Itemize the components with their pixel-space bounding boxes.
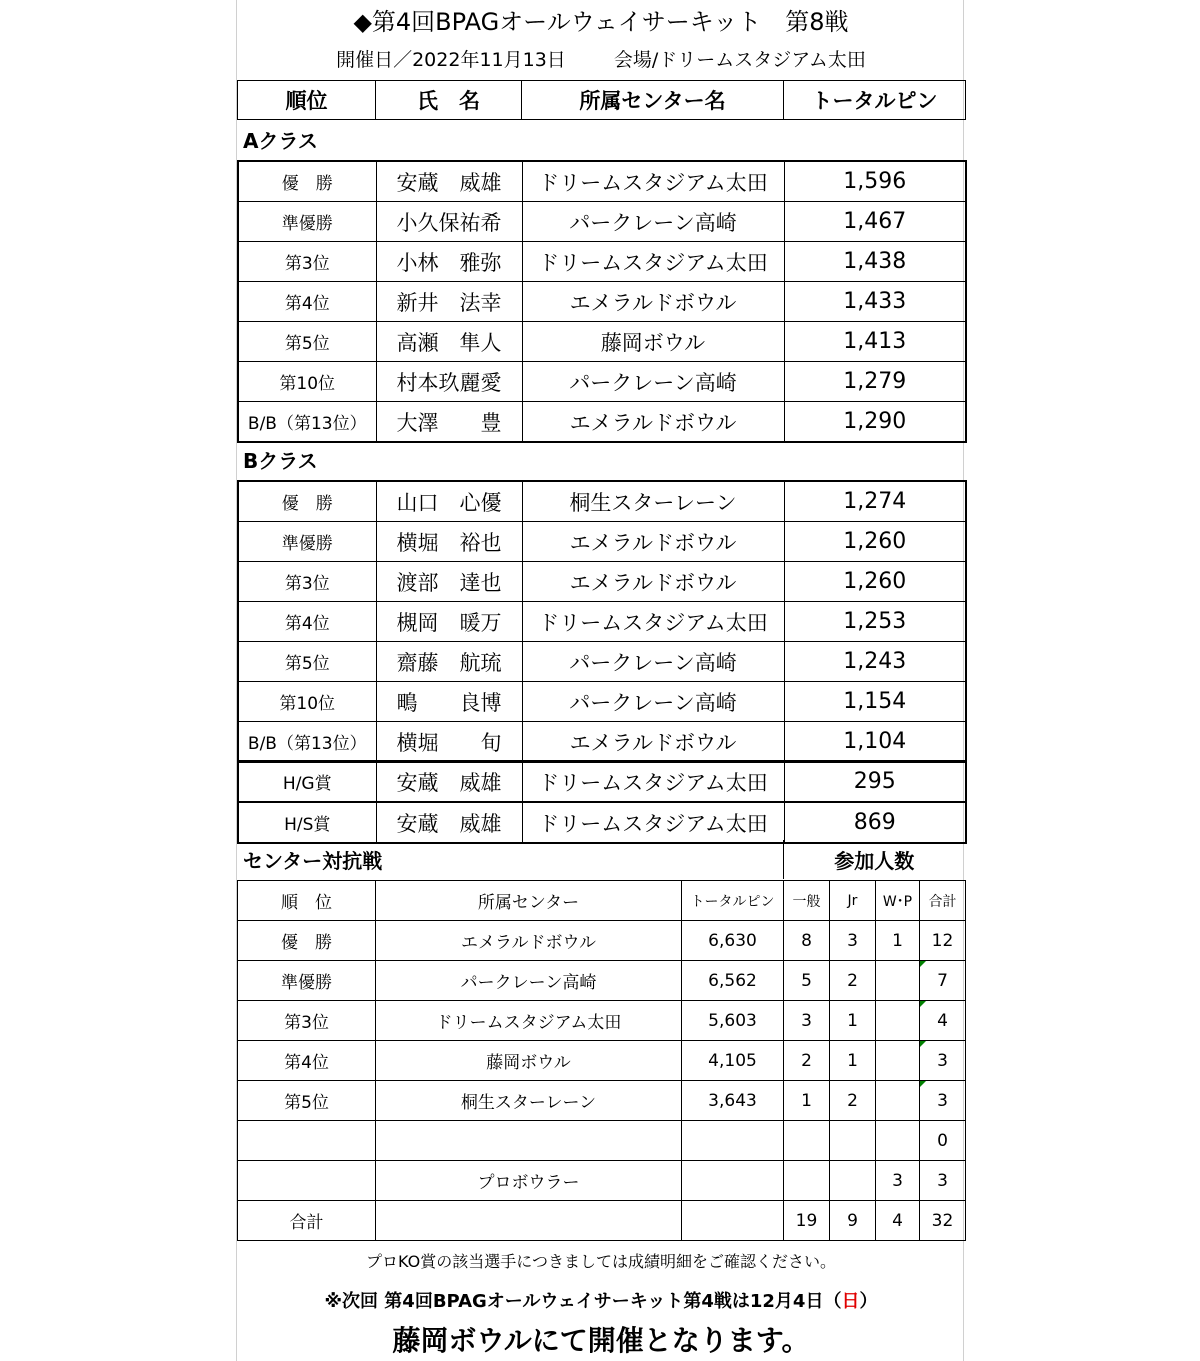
team-wp-cell: 3 <box>876 1161 920 1201</box>
rank-cell: 優 勝 <box>238 481 376 522</box>
team-pins-cell <box>682 1161 784 1201</box>
player-name: 村本玖麗愛 <box>376 362 522 402</box>
center-name: エメラルドボウル <box>522 402 784 443</box>
participants-label: 参加人数 <box>834 849 915 873</box>
center-name: ドリームスタジアム太田 <box>522 802 784 843</box>
team-total-cell: 7 <box>920 961 966 1001</box>
team-general-cell <box>784 1161 830 1201</box>
team-jr-cell: 2 <box>830 1081 876 1121</box>
center-name: エメラルドボウル <box>522 562 784 602</box>
team-wp-cell: 1 <box>876 921 920 961</box>
team-col-total: 合計 <box>920 881 966 921</box>
team-jr-cell <box>830 1161 876 1201</box>
team-general-cell <box>784 1121 830 1161</box>
team-pins-cell: 4,105 <box>682 1041 784 1081</box>
player-name: 齋藤 航琉 <box>376 642 522 682</box>
team-row <box>238 961 966 1001</box>
center-name: ドリームスタジアム太田 <box>522 761 784 802</box>
rank-cell: B/B（第13位） <box>238 722 376 763</box>
team-wp-cell <box>876 1041 920 1081</box>
center-name: パークレーン高崎 <box>522 202 784 242</box>
team-row <box>238 1121 966 1161</box>
total-pins: 1,467 <box>784 202 966 242</box>
total-pins: 295 <box>784 761 966 802</box>
team-jr-cell: 3 <box>830 921 876 961</box>
player-name: 高瀬 隼人 <box>376 322 522 362</box>
team-pins-cell <box>682 1121 784 1161</box>
team-center-cell: ドリームスタジアム太田 <box>376 1001 682 1041</box>
total-pins: 869 <box>784 802 966 843</box>
total-pins: 1,243 <box>784 642 966 682</box>
result-row <box>238 642 966 682</box>
center-name: エメラルドボウル <box>522 722 784 763</box>
col-rank: 順位 <box>238 81 376 120</box>
team-wp-cell <box>876 1121 920 1161</box>
team-general-cell: 5 <box>784 961 830 1001</box>
team-row <box>238 921 966 961</box>
result-row <box>238 202 966 242</box>
note-next-venue: 藤岡ボウルにて開催となります。 <box>392 1324 810 1357</box>
total-pins: 1,433 <box>784 282 966 322</box>
center-name: ドリームスタジアム太田 <box>522 602 784 642</box>
results-header <box>237 80 966 120</box>
team-jr-cell: 9 <box>830 1201 876 1241</box>
event-info <box>237 44 965 76</box>
team-center-cell: パークレーン高崎 <box>376 961 682 1001</box>
player-name: 渡部 達也 <box>376 562 522 602</box>
team-rank-cell: 優 勝 <box>238 921 376 961</box>
total-pins: 1,596 <box>784 161 966 202</box>
team-total-cell: 3 <box>920 1041 966 1081</box>
rank-cell: 第4位 <box>238 602 376 642</box>
total-pins: 1,154 <box>784 682 966 722</box>
player-name: 山口 心優 <box>376 481 522 522</box>
total-pins: 1,279 <box>784 362 966 402</box>
result-row <box>238 602 966 642</box>
team-wp-cell <box>876 961 920 1001</box>
team-row <box>238 1081 966 1121</box>
team-total-cell: 3 <box>920 1161 966 1201</box>
event-venue: 会場/ドリームスタジアム太田 <box>613 49 866 71</box>
player-name: 新井 法幸 <box>376 282 522 322</box>
team-total-cell: 0 <box>920 1121 966 1161</box>
team-total-cell: 4 <box>920 1001 966 1041</box>
note-next-suffix: ） <box>859 1291 878 1312</box>
team-pins-cell: 3,643 <box>682 1081 784 1121</box>
note-next-event <box>237 1286 965 1318</box>
center-name: エメラルドボウル <box>522 282 784 322</box>
team-general-cell: 1 <box>784 1081 830 1121</box>
event-date: 開催日／2022年11月13日 <box>336 49 566 71</box>
team-center-cell <box>376 1201 682 1241</box>
result-row <box>238 802 966 843</box>
note-pro-ko: プロKO賞の該当選手につきましては成績明細をご確認ください。 <box>366 1252 836 1271</box>
center-name: ドリームスタジアム太田 <box>522 161 784 202</box>
team-col-jr: Jr <box>830 881 876 921</box>
player-name: 鴫 良博 <box>376 682 522 722</box>
player-name: 槻岡 暖万 <box>376 602 522 642</box>
team-jr-cell: 1 <box>830 1001 876 1041</box>
team-center-cell: エメラルドボウル <box>376 921 682 961</box>
team-row <box>238 1201 966 1241</box>
team-wp-cell <box>876 1081 920 1121</box>
result-row <box>238 722 966 763</box>
team-row <box>238 1001 966 1041</box>
team-pins-cell: 6,630 <box>682 921 784 961</box>
note-next-day: 日 <box>841 1291 860 1312</box>
team-pins-cell <box>682 1201 784 1241</box>
team-rank-cell: 第3位 <box>238 1001 376 1041</box>
rank-cell: H/G賞 <box>238 761 376 802</box>
player-name: 安蔵 威雄 <box>376 761 522 802</box>
team-general-cell: 19 <box>784 1201 830 1241</box>
class-a-label: Aクラス <box>243 129 318 153</box>
team-rank-cell <box>238 1161 376 1201</box>
player-name: 小久保祐希 <box>376 202 522 242</box>
team-general-cell: 2 <box>784 1041 830 1081</box>
center-name: パークレーン高崎 <box>522 362 784 402</box>
class-a-table <box>237 160 967 443</box>
awards-table <box>237 760 967 844</box>
result-row <box>238 522 966 562</box>
team-jr-cell: 2 <box>830 961 876 1001</box>
team-wp-cell: 4 <box>876 1201 920 1241</box>
total-pins: 1,260 <box>784 522 966 562</box>
team-wp-cell <box>876 1001 920 1041</box>
team-jr-cell <box>830 1121 876 1161</box>
player-name: 安蔵 威雄 <box>376 161 522 202</box>
col-name: 氏 名 <box>376 81 522 120</box>
player-name: 横堀 裕也 <box>376 522 522 562</box>
rank-cell: 準優勝 <box>238 202 376 242</box>
total-pins: 1,104 <box>784 722 966 763</box>
center-name: ドリームスタジアム太田 <box>522 242 784 282</box>
player-name: 小林 雅弥 <box>376 242 522 282</box>
team-col-general: 一般 <box>784 881 830 921</box>
col-center: 所属センター名 <box>522 81 784 120</box>
team-center-cell: 藤岡ボウル <box>376 1041 682 1081</box>
team-general-cell: 3 <box>784 1001 830 1041</box>
player-name: 横堀 旬 <box>376 722 522 763</box>
center-name: パークレーン高崎 <box>522 642 784 682</box>
team-col-rank: 順 位 <box>238 881 376 921</box>
team-rank-cell: 第4位 <box>238 1041 376 1081</box>
team-table <box>237 880 966 1241</box>
rank-cell: 第10位 <box>238 682 376 722</box>
rank-cell: B/B（第13位） <box>238 402 376 443</box>
result-row <box>238 402 966 443</box>
rank-cell: 第5位 <box>238 322 376 362</box>
player-name: 安蔵 威雄 <box>376 802 522 843</box>
team-row <box>238 1161 966 1201</box>
result-row <box>238 481 966 522</box>
total-pins: 1,260 <box>784 562 966 602</box>
rank-cell: 準優勝 <box>238 522 376 562</box>
team-label: センター対抗戦 <box>237 840 783 879</box>
team-rank-cell: 準優勝 <box>238 961 376 1001</box>
total-pins: 1,290 <box>784 402 966 443</box>
result-row <box>238 761 966 802</box>
total-pins: 1,274 <box>784 481 966 522</box>
team-col-wp: W･P <box>876 881 920 921</box>
team-section-header <box>237 840 965 879</box>
total-pins: 1,413 <box>784 322 966 362</box>
class-b-table <box>237 480 967 763</box>
rank-cell: 優 勝 <box>238 161 376 202</box>
class-b-label: Bクラス <box>243 449 318 473</box>
center-name: パークレーン高崎 <box>522 682 784 722</box>
team-center-cell: プロボウラー <box>376 1161 682 1201</box>
result-row <box>238 362 966 402</box>
team-rank-cell <box>238 1121 376 1161</box>
result-row <box>238 161 966 202</box>
rank-cell: 第3位 <box>238 242 376 282</box>
player-name: 大澤 豊 <box>376 402 522 443</box>
team-col-pins: トータルピン <box>682 881 784 921</box>
page-title: ◆第4回BPAGオールウェイサーキット 第8戦 <box>353 8 849 36</box>
rank-cell: 第4位 <box>238 282 376 322</box>
result-row <box>238 242 966 282</box>
team-general-cell: 8 <box>784 921 830 961</box>
team-header-row <box>238 881 966 921</box>
team-total-cell: 12 <box>920 921 966 961</box>
center-name: エメラルドボウル <box>522 522 784 562</box>
rank-cell: 第3位 <box>238 562 376 602</box>
team-rank-cell: 第5位 <box>238 1081 376 1121</box>
rank-cell: 第10位 <box>238 362 376 402</box>
col-pins: トータルピン <box>784 81 966 120</box>
total-pins: 1,438 <box>784 242 966 282</box>
center-name: 桐生スターレーン <box>522 481 784 522</box>
team-col-center: 所属センター <box>376 881 682 921</box>
team-center-cell <box>376 1121 682 1161</box>
team-pins-cell: 5,603 <box>682 1001 784 1041</box>
total-pins: 1,253 <box>784 602 966 642</box>
team-total-cell: 32 <box>920 1201 966 1241</box>
note-next-prefix: ※次回 第4回BPAGオールウェイサーキット第4戦は12月4日（ <box>324 1291 842 1312</box>
team-pins-cell: 6,562 <box>682 961 784 1001</box>
rank-cell: 第5位 <box>238 642 376 682</box>
results-sheet <box>236 0 964 1361</box>
result-row <box>238 562 966 602</box>
center-name: 藤岡ボウル <box>522 322 784 362</box>
team-rank-cell: 合計 <box>238 1201 376 1241</box>
team-total-cell: 3 <box>920 1081 966 1121</box>
result-row <box>238 682 966 722</box>
result-row <box>238 282 966 322</box>
team-center-cell: 桐生スターレーン <box>376 1081 682 1121</box>
team-row <box>238 1041 966 1081</box>
team-jr-cell: 1 <box>830 1041 876 1081</box>
result-row <box>238 322 966 362</box>
rank-cell: H/S賞 <box>238 802 376 843</box>
